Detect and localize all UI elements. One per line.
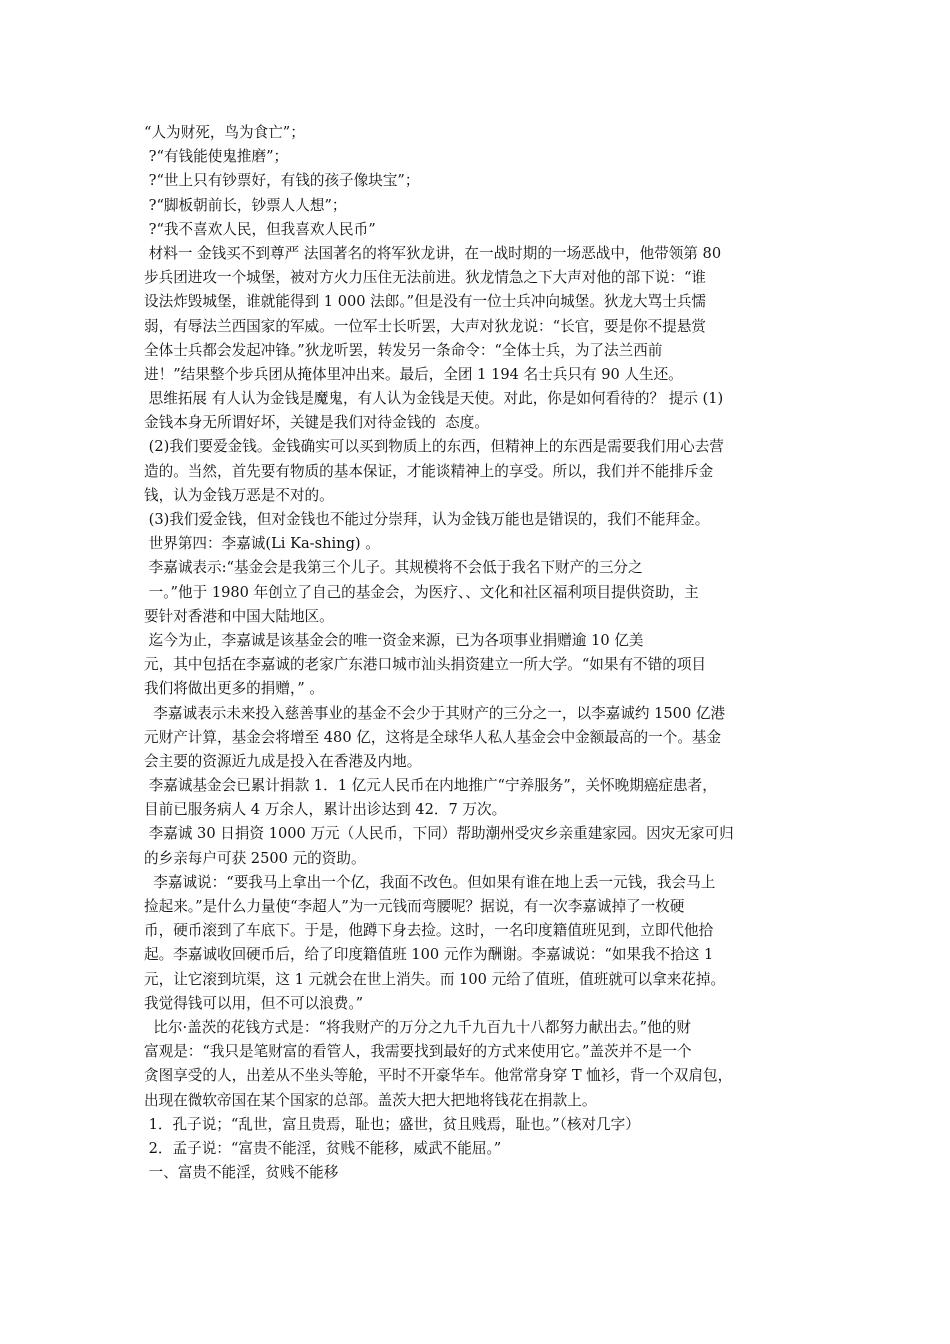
text-line: 钱，认为金钱万恶是不对的。 <box>144 486 334 504</box>
text-line: 步兵团进攻一个城堡，被对方火力压住无法前进。狄龙情急之下大声对他的部下说：“谁 <box>144 269 707 287</box>
text-line: 金钱本身无所谓好坏，关键是我们对待金钱的 态度。 <box>144 414 489 432</box>
text-line: 李嘉诚 30 日捐资 1000 万元（人民币，下同）帮助潮州受灾乡亲重建家园。因灾无家可归 <box>144 825 734 843</box>
text-line: 比尔·盖茨的花钱方式是：“将我财产的万分之九千九百九十八都努力献出去。”他的财 <box>144 1018 691 1036</box>
text-line: 我觉得钱可以用，但不可以浪费。” <box>144 994 364 1012</box>
text-line: 2．孟子说：“富贵不能淫，贫贱不能移，威武不能屈。” <box>144 1139 502 1157</box>
text-line: “人为财死，鸟为食亡”； <box>144 124 305 141</box>
text-line: 一、富贵不能淫，贫贱不能移 <box>144 1164 339 1182</box>
text-line: 元，让它滚到坑渠，这 1 元就会在世上消失。而 100 元给了值班，值班就可以拿来花掉。 <box>144 970 726 988</box>
text-line: ?“脚板朝前长，钞票人人想”； <box>144 196 347 214</box>
text-line: 全体士兵都会发起冲锋。”狄龙听罢，转发另一条命令：“全体士兵，为了法兰西前 <box>144 341 663 359</box>
text-line: ?“我不喜欢人民，但我喜欢人民币” <box>144 220 376 238</box>
text-line: 目前已服务病人 4 万余人，累计出诊达到 42．7 万次。 <box>144 801 507 819</box>
text-line: 李嘉诚基金会已累计捐款 1．1 亿元人民币在内地推广“宁养服务”，关怀晚期癌症患者， <box>144 777 717 795</box>
text-line: 造的。当然，首先要有物质的基本保证，才能谈精神上的享受。所以，我们并不能排斥金 <box>144 462 714 480</box>
text-line: 一。”他于 1980 年创立了自己的基金会，为医疗、、文化和社区福利项目提供资助，主 <box>144 583 699 601</box>
text-line: 元财产计算，基金会将增至 480 亿，这将是全球华人私人基金会中金额最高的一个。基金 <box>144 728 722 746</box>
text-line: ?“有钱能使鬼推磨”； <box>144 148 289 166</box>
text-line: 思维拓展 有人认为金钱是魔鬼，有人认为金钱是天使。对此，你是如何看待的？ 提示 (1) <box>144 390 724 408</box>
text-line: 币，硬币滚到了车底下。于是，他蹲下身去捡。这时，一名印度籍值班见到，立即代他拾 <box>144 922 714 940</box>
text-line: 弱，有辱法兰西国家的军威。一位军士长听罢，大声对狄龙说：“长官，要是你不提悬赏 <box>144 317 707 335</box>
text-line: 迄今为止，李嘉诚是该基金会的唯一资金来源，已为各项事业捐赠逾 10 亿美 <box>144 631 644 649</box>
text-line: 元，其中包括在李嘉诚的老家广东港口城市汕头捐资建立一所大学。“如果有不错的项目 <box>144 656 707 674</box>
text-line: 会主要的资源近九成是投入在香港及内地。 <box>144 752 422 770</box>
document-body <box>144 121 824 1185</box>
text-line: (2)我们要爱金钱。金钱确实可以买到物质上的东西，但精神上的东西是需要我们用心去营 <box>144 438 724 456</box>
text-line: (3)我们爱金钱，但对金钱也不能过分崇拜，认为金钱万能也是错误的，我们不能拜金。 <box>144 511 710 528</box>
text-line: ?“世上只有钞票好，有钱的孩子像块宝”； <box>144 172 420 190</box>
text-line: 进！”结果整个步兵团从掩体里冲出来。最后，全团 1 194 名士兵只有 90 人生还。 <box>144 365 683 383</box>
text-line: 贪图享受的人，出差从不坐头等舱，平时不开豪华车。他常常身穿 T 恤衫，背一个双肩包， <box>144 1067 733 1085</box>
text-line: 我们将做出更多的捐赠，” 。 <box>144 680 324 698</box>
text-line: 富观是：“我只是笔财富的看管人，我需要找到最好的方式来使用它。”盖茨并不是一个 <box>144 1043 692 1061</box>
text-line: 材料一 金钱买不到尊严 法国著名的将军狄龙讲，在一战时期的一场恶战中，他带领第 80 <box>144 244 722 262</box>
text-line: 设法炸毁城堡，谁就能得到 1 000 法郎。”但是没有一位士兵冲向城堡。狄龙大骂士兵懦 <box>144 293 707 311</box>
text-line: 1．孔子说；“乱世，富且贵焉，耻也；盛世，贫且贱焉，耻也。”（核对几字） <box>144 1115 640 1133</box>
text-line: 捡起来。”是什么力量使“李超人”为一元钱而弯腰呢？据说，有一次李嘉诚掉了一枚硬 <box>144 898 685 915</box>
text-line: 李嘉诚表示:“基金会是我第三个儿子。其规模将不会低于我名下财产的三分之 <box>144 559 643 577</box>
text-line: 出现在微软帝国在某个国家的总部。盖茨大把大把地将钱花在捐款上。 <box>144 1091 597 1109</box>
text-line: 要针对香港和中国大陆地区。 <box>144 607 334 625</box>
text-line: 的乡亲每户可获 2500 元的资助。 <box>144 849 366 867</box>
text-line: 世界第四：李嘉诚(Li Ka-shing) 。 <box>144 535 380 553</box>
text-line: 李嘉诚表示未来投入慈善事业的基金不会少于其财产的三分之一，以李嘉诚约 1500 亿港 <box>144 704 726 722</box>
text-line: 李嘉诚说：“要我马上拿出一个亿，我面不改色。但如果有谁在地上丢一元钱，我会马上 <box>144 873 716 891</box>
text-line: 起。李嘉诚收回硬币后，给了印度籍值班 100 元作为酬谢。李嘉诚说：“如果我不拾这 1 <box>144 946 714 964</box>
